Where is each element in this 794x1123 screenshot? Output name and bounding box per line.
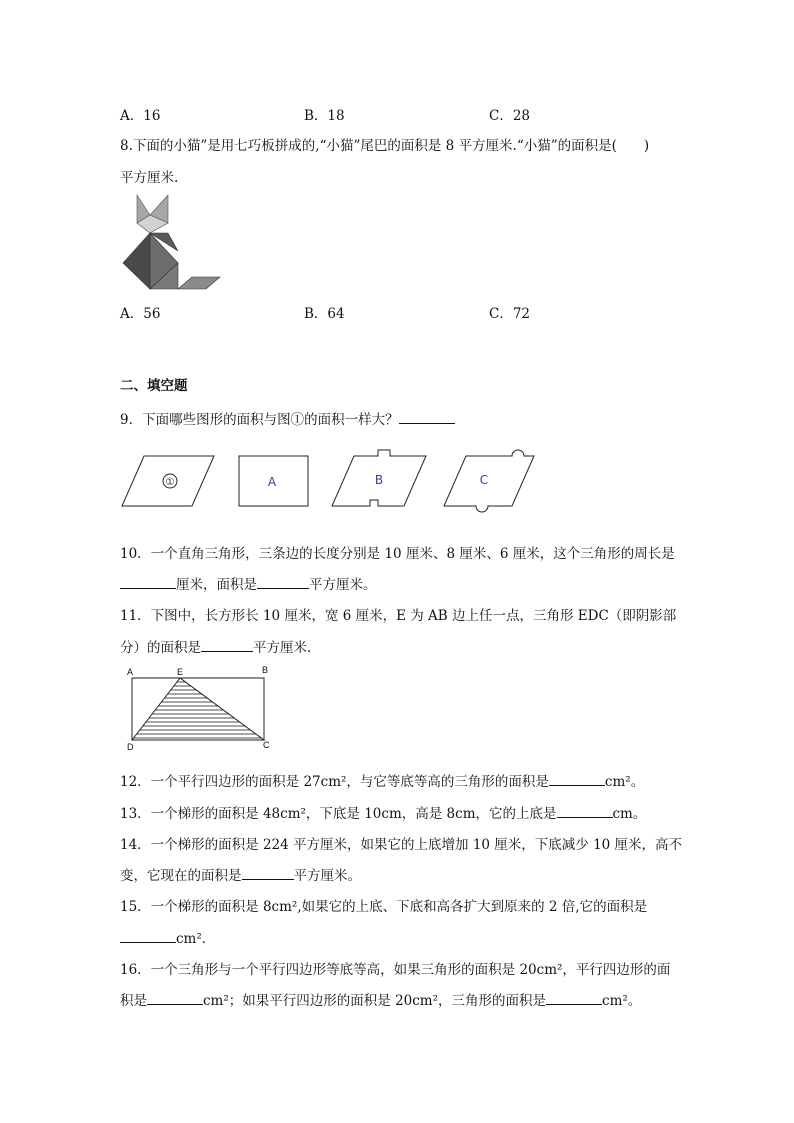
- q10-area-blank[interactable]: [257, 574, 309, 589]
- q14-text-line2: [120, 864, 361, 884]
- q16-start-text: 积是: [120, 993, 147, 1009]
- q16-mid-text: cm²；如果平行四边形的面积是 20cm²，三角形的面积是: [203, 993, 547, 1009]
- q11-mid-text: 分）的面积是: [120, 640, 201, 656]
- q15-unit: cm²．: [176, 931, 216, 947]
- q8-option-c: C．72: [489, 306, 531, 322]
- q16-text-line2: [120, 989, 641, 1009]
- point-a-label: A: [127, 667, 134, 677]
- q12-answer-blank[interactable]: [549, 771, 605, 786]
- q13-unit: cm。: [612, 806, 647, 822]
- shape-b-label: B: [374, 473, 384, 487]
- point-d-label: D: [127, 742, 134, 752]
- q9-question: 9．下面哪些图形的面积与图①的面积一样大？: [120, 412, 399, 428]
- q16-triangle-blank[interactable]: [546, 990, 602, 1005]
- q10-end-text: 平方厘米。: [309, 577, 377, 593]
- q10-mid-text: 厘米，面积是: [176, 577, 257, 593]
- point-c-label: C: [263, 740, 270, 750]
- q9-shapes-figure: [120, 450, 540, 522]
- q10-text-line1: 10．一个直角三角形，三条边的长度分别是 10 厘米、8 厘米、6 厘米，这个三角形的周长是: [120, 546, 675, 562]
- q11-text-line2: [120, 636, 311, 656]
- shaded-triangle-edc: [132, 678, 264, 740]
- q7-option-a: A．16: [120, 108, 161, 124]
- q12-text: [120, 770, 644, 790]
- q15-text-line1: 15．一个梯形的面积是 8cm²,如果它的上底、下底和高各扩大到原来的 2 倍,它的面积是: [120, 899, 648, 915]
- q15-answer-blank[interactable]: [120, 928, 176, 943]
- q8-option-b: B．64: [304, 306, 345, 322]
- q14-mid-text: 变，它现在的面积是: [120, 868, 242, 884]
- shape-c-label: C: [479, 473, 489, 487]
- q14-text-line1: 14．一个梯形的面积是 224 平方厘米，如果它的上底增加 10 厘米，下底减少 10 厘米，高不: [120, 837, 683, 853]
- point-b-label: B: [262, 665, 269, 675]
- q16-unit: cm²。: [602, 993, 642, 1009]
- q10-text-line2: [120, 573, 377, 593]
- q12-question: 12．一个平行四边形的面积是 27cm²，与它等底等高的三角形的面积是: [120, 774, 549, 790]
- shape-c-bumped-parallelogram: [444, 450, 534, 512]
- q11-rectangle-figure: [120, 664, 280, 754]
- q7-option-c: C．28: [489, 108, 531, 124]
- q16-text-line1: 16．一个三角形与一个平行四边形等底等高，如果三角形的面积是 20cm²，平行四边形的面: [120, 962, 671, 978]
- q8-text-line2: 平方厘米.: [120, 170, 179, 186]
- q11-end-text: 平方厘米.: [253, 640, 312, 656]
- section-title: 二、填空题: [120, 378, 188, 394]
- q11-answer-blank[interactable]: [201, 637, 253, 652]
- q11-text-line1: 11．下图中，长方形长 10 厘米，宽 6 厘米，E 为 AB 边上任一点，三角形 EDC（即阴影部: [120, 608, 677, 624]
- q13-question: 13．一个梯形的面积是 48cm²，下底是 10cm，高是 8cm，它的上底是: [120, 806, 557, 822]
- shape-1-label: ①: [165, 477, 175, 488]
- shape-a-label: A: [267, 475, 277, 489]
- q9-answer-blank[interactable]: [399, 409, 455, 424]
- q8-text-line1: 8.下面的小猫”是用七巧板拼成的,“小猫”尾巴的面积是 8 平方厘米.“小猫”的面积是( ): [120, 138, 650, 154]
- q13-answer-blank[interactable]: [557, 803, 613, 818]
- q15-text-line2: [120, 927, 215, 947]
- q7-option-b: B．18: [304, 108, 345, 124]
- q9-text: [120, 408, 455, 428]
- q16-parallelogram-blank[interactable]: [147, 990, 203, 1005]
- q8-option-a: A．56: [120, 306, 161, 322]
- point-e-label: E: [177, 667, 184, 677]
- tangram-cat-icon: [120, 193, 224, 291]
- q10-perimeter-blank[interactable]: [120, 574, 176, 589]
- q12-unit: cm²。: [604, 774, 645, 790]
- q14-answer-blank[interactable]: [242, 865, 294, 880]
- q13-text: [120, 802, 646, 822]
- q14-end-text: 平方厘米。: [293, 868, 361, 884]
